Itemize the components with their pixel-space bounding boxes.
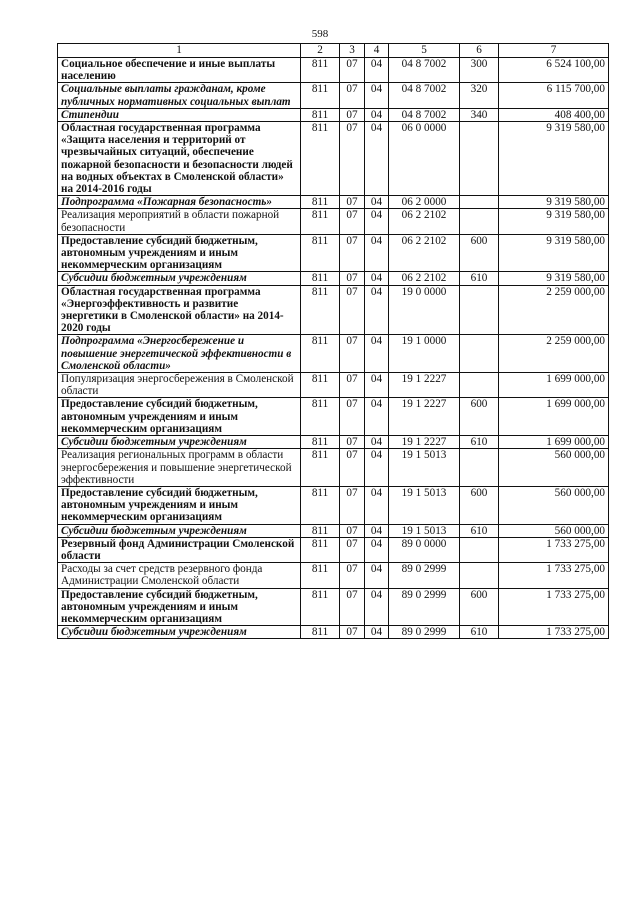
expense-type-cell: 600	[460, 486, 499, 524]
target-article-cell: 89 0 0000	[389, 537, 460, 562]
table-row	[58, 486, 609, 524]
subsection-code-cell: 04	[365, 524, 389, 537]
ministry-code-cell: 811	[301, 83, 340, 108]
ministry-code-cell: 811	[301, 209, 340, 234]
target-article-cell: 04 8 7002	[389, 83, 460, 108]
amount-cell: 1 733 275,00	[499, 626, 609, 639]
item-name-cell: Реализация мероприятий в области пожарной безопасности	[58, 209, 301, 234]
ministry-code-cell: 811	[301, 122, 340, 196]
target-article-cell: 04 8 7002	[389, 58, 460, 83]
amount-cell: 408 400,00	[499, 108, 609, 121]
amount-cell: 6 115 700,00	[499, 83, 609, 108]
table-row	[58, 108, 609, 121]
item-name-cell: Предоставление субсидий бюджетным, автономным учреждениям и иным некоммерческим организациям	[58, 398, 301, 436]
table-row	[58, 373, 609, 398]
ministry-code-cell: 811	[301, 449, 340, 487]
section-code-cell: 07	[340, 537, 365, 562]
header-row	[58, 44, 609, 58]
ministry-code-cell: 811	[301, 626, 340, 639]
section-code-cell: 07	[340, 398, 365, 436]
expense-type-cell: 610	[460, 524, 499, 537]
section-code-cell: 07	[340, 209, 365, 234]
subsection-code-cell: 04	[365, 234, 389, 272]
subsection-code-cell: 04	[365, 108, 389, 121]
amount-cell: 1 733 275,00	[499, 537, 609, 562]
amount-cell: 1 733 275,00	[499, 563, 609, 588]
expense-type-cell: 600	[460, 398, 499, 436]
table-row	[58, 588, 609, 626]
subsection-code-cell: 04	[365, 537, 389, 562]
item-name-cell: Предоставление субсидий бюджетным, автономным учреждениям и иным некоммерческим организациям	[58, 588, 301, 626]
expense-type-cell	[460, 449, 499, 487]
item-name-cell: Расходы за счет средств резервного фонда Администрации Смоленской области	[58, 563, 301, 588]
section-code-cell: 07	[340, 272, 365, 285]
target-article-cell: 89 0 2999	[389, 563, 460, 588]
item-name-cell: Областная государственная программа «Энергоэффективность и развитие энергетики в Смоленской области» на 2014-2020 годы	[58, 285, 301, 335]
expense-type-cell	[460, 537, 499, 562]
ministry-code-cell: 811	[301, 272, 340, 285]
table-row	[58, 563, 609, 588]
subsection-code-cell: 04	[365, 335, 389, 373]
header-cell: 6	[460, 44, 499, 58]
subsection-code-cell: 04	[365, 563, 389, 588]
amount-cell: 9 319 580,00	[499, 209, 609, 234]
page-number: 598	[311, 28, 329, 40]
subsection-code-cell: 04	[365, 272, 389, 285]
section-code-cell: 07	[340, 285, 365, 335]
target-article-cell: 04 8 7002	[389, 108, 460, 121]
expense-type-cell: 600	[460, 234, 499, 272]
amount-cell: 560 000,00	[499, 486, 609, 524]
subsection-code-cell: 04	[365, 285, 389, 335]
item-name-cell: Социальное обеспечение и иные выплаты населению	[58, 58, 301, 83]
target-article-cell: 89 0 2999	[389, 588, 460, 626]
amount-cell: 9 319 580,00	[499, 196, 609, 209]
target-article-cell: 19 1 5013	[389, 524, 460, 537]
table-row	[58, 537, 609, 562]
section-code-cell: 07	[340, 58, 365, 83]
section-code-cell: 07	[340, 563, 365, 588]
ministry-code-cell: 811	[301, 524, 340, 537]
section-code-cell: 07	[340, 373, 365, 398]
section-code-cell: 07	[340, 524, 365, 537]
section-code-cell: 07	[340, 234, 365, 272]
subsection-code-cell: 04	[365, 209, 389, 234]
target-article-cell: 06 2 0000	[389, 196, 460, 209]
item-name-cell: Реализация региональных программ в области энергосбережения и повышение энергетической эффективности	[58, 449, 301, 487]
ministry-code-cell: 811	[301, 108, 340, 121]
target-article-cell: 06 2 2102	[389, 234, 460, 272]
ministry-code-cell: 811	[301, 436, 340, 449]
table-row	[58, 626, 609, 639]
expense-type-cell: 610	[460, 626, 499, 639]
table-row	[58, 122, 609, 196]
header-cell: 7	[499, 44, 609, 58]
expense-type-cell: 340	[460, 108, 499, 121]
subsection-code-cell: 04	[365, 196, 389, 209]
section-code-cell: 07	[340, 588, 365, 626]
subsection-code-cell: 04	[365, 398, 389, 436]
subsection-code-cell: 04	[365, 588, 389, 626]
subsection-code-cell: 04	[365, 58, 389, 83]
amount-cell: 1 699 000,00	[499, 436, 609, 449]
expense-type-cell	[460, 122, 499, 196]
expense-type-cell	[460, 563, 499, 588]
amount-cell: 9 319 580,00	[499, 272, 609, 285]
target-article-cell: 19 1 5013	[389, 486, 460, 524]
table-row	[58, 335, 609, 373]
item-name-cell: Субсидии бюджетным учреждениям	[58, 272, 301, 285]
table-row	[58, 58, 609, 83]
section-code-cell: 07	[340, 436, 365, 449]
header-cell: 4	[365, 44, 389, 58]
expense-type-cell	[460, 196, 499, 209]
item-name-cell: Областная государственная программа «Защита населения и территорий от чрезвычайных ситуаций, обеспечение пожарной безопасности и безопасности людей на водных объектах в Смоленской области» на 2014-2016 годы	[58, 122, 301, 196]
target-article-cell: 06 0 0000	[389, 122, 460, 196]
amount-cell: 1 699 000,00	[499, 398, 609, 436]
section-code-cell: 07	[340, 626, 365, 639]
table-row	[58, 524, 609, 537]
ministry-code-cell: 811	[301, 398, 340, 436]
section-code-cell: 07	[340, 83, 365, 108]
table-row	[58, 272, 609, 285]
section-code-cell: 07	[340, 449, 365, 487]
section-code-cell: 07	[340, 486, 365, 524]
header-cell: 2	[301, 44, 340, 58]
amount-cell: 9 319 580,00	[499, 122, 609, 196]
expense-type-cell: 600	[460, 588, 499, 626]
subsection-code-cell: 04	[365, 449, 389, 487]
ministry-code-cell: 811	[301, 588, 340, 626]
item-name-cell: Субсидии бюджетным учреждениям	[58, 626, 301, 639]
target-article-cell: 19 0 0000	[389, 285, 460, 335]
header-cell: 3	[340, 44, 365, 58]
table-row	[58, 209, 609, 234]
amount-cell: 1 699 000,00	[499, 373, 609, 398]
amount-cell: 2 259 000,00	[499, 285, 609, 335]
amount-cell: 2 259 000,00	[499, 335, 609, 373]
amount-cell: 1 733 275,00	[499, 588, 609, 626]
header-cell: 1	[58, 44, 301, 58]
table-row	[58, 398, 609, 436]
section-code-cell: 07	[340, 108, 365, 121]
target-article-cell: 19 1 5013	[389, 449, 460, 487]
item-name-cell: Стипендии	[58, 108, 301, 121]
target-article-cell: 19 1 2227	[389, 398, 460, 436]
subsection-code-cell: 04	[365, 626, 389, 639]
subsection-code-cell: 04	[365, 83, 389, 108]
table-row	[58, 196, 609, 209]
amount-cell: 560 000,00	[499, 449, 609, 487]
target-article-cell: 19 1 0000	[389, 335, 460, 373]
ministry-code-cell: 811	[301, 537, 340, 562]
ministry-code-cell: 811	[301, 196, 340, 209]
expense-type-cell: 610	[460, 272, 499, 285]
table-row	[58, 449, 609, 487]
ministry-code-cell: 811	[301, 373, 340, 398]
item-name-cell: Популяризация энергосбережения в Смоленской области	[58, 373, 301, 398]
ministry-code-cell: 811	[301, 335, 340, 373]
item-name-cell: Подпрограмма «Энергосбережение и повышение энергетической эффективности в Смоленской области»	[58, 335, 301, 373]
target-article-cell: 19 1 2227	[389, 436, 460, 449]
ministry-code-cell: 811	[301, 563, 340, 588]
subsection-code-cell: 04	[365, 486, 389, 524]
expense-type-cell: 320	[460, 83, 499, 108]
header-cell: 5	[389, 44, 460, 58]
item-name-cell: Подпрограмма «Пожарная безопасность»	[58, 196, 301, 209]
table-row	[58, 436, 609, 449]
section-code-cell: 07	[340, 122, 365, 196]
budget-table	[57, 43, 609, 639]
amount-cell: 9 319 580,00	[499, 234, 609, 272]
section-code-cell: 07	[340, 335, 365, 373]
item-name-cell: Предоставление субсидий бюджетным, автономным учреждениям и иным некоммерческим организациям	[58, 486, 301, 524]
item-name-cell: Субсидии бюджетным учреждениям	[58, 524, 301, 537]
subsection-code-cell: 04	[365, 436, 389, 449]
target-article-cell: 06 2 2102	[389, 209, 460, 234]
section-code-cell: 07	[340, 196, 365, 209]
amount-cell: 560 000,00	[499, 524, 609, 537]
table-row	[58, 285, 609, 335]
expense-type-cell: 300	[460, 58, 499, 83]
subsection-code-cell: 04	[365, 373, 389, 398]
item-name-cell: Предоставление субсидий бюджетным, автономным учреждениям и иным некоммерческим организациям	[58, 234, 301, 272]
item-name-cell: Социальные выплаты гражданам, кроме публичных нормативных социальных выплат	[58, 83, 301, 108]
table-row	[58, 234, 609, 272]
expense-type-cell	[460, 285, 499, 335]
ministry-code-cell: 811	[301, 285, 340, 335]
item-name-cell: Субсидии бюджетным учреждениям	[58, 436, 301, 449]
target-article-cell: 19 1 2227	[389, 373, 460, 398]
ministry-code-cell: 811	[301, 486, 340, 524]
target-article-cell: 89 0 2999	[389, 626, 460, 639]
item-name-cell: Резервный фонд Администрации Смоленской области	[58, 537, 301, 562]
ministry-code-cell: 811	[301, 58, 340, 83]
table-row	[58, 83, 609, 108]
table-body	[58, 58, 609, 639]
amount-cell: 6 524 100,00	[499, 58, 609, 83]
expense-type-cell: 610	[460, 436, 499, 449]
expense-type-cell	[460, 373, 499, 398]
target-article-cell: 06 2 2102	[389, 272, 460, 285]
expense-type-cell	[460, 209, 499, 234]
subsection-code-cell: 04	[365, 122, 389, 196]
ministry-code-cell: 811	[301, 234, 340, 272]
expense-type-cell	[460, 335, 499, 373]
